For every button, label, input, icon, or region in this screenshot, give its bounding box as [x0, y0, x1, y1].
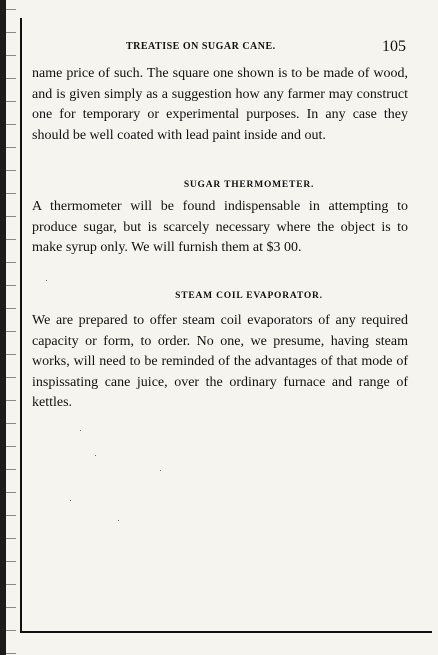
binding-perforations — [6, 0, 16, 655]
running-title: TREATISE ON SUGAR CANE. — [126, 41, 276, 52]
scan-speck — [118, 520, 119, 521]
paragraph-sugar-thermometer: A thermometer will be found indispensable in attempting to produce sugar, but is scarcely necessary where the object is to make syrup only. We will furnish them at $3 00. — [32, 199, 408, 256]
scan-speck — [70, 500, 71, 501]
scan-speck — [160, 470, 161, 471]
scan-speck — [80, 430, 81, 431]
paragraph-wooden-evaporator: name price of such. The square one shown is to be made of wood, and is given simply as a suggestion how any farmer may construct one for temporary or experimental purposes. In any case they should be well coated with lead paint inside and out. — [32, 66, 408, 143]
scan-speck — [95, 455, 96, 456]
page-number: 105 — [382, 38, 406, 55]
page-header — [96, 38, 426, 60]
paragraph-steam-coil-evaporator: We are prepared to offer steam coil evaporators of any required capacity or form, to order. No one, we presume, having steam works, will need to be reminded of the advantages of that mode of inspissating cane juice, over the ordinary furnace and range of kettles. — [32, 313, 408, 411]
section-heading-steam-coil-evaporator: STEAM COIL EVAPORATOR. — [175, 291, 323, 301]
scan-speck — [46, 280, 47, 281]
section-heading-sugar-thermometer: SUGAR THERMOMETER. — [183, 180, 315, 190]
